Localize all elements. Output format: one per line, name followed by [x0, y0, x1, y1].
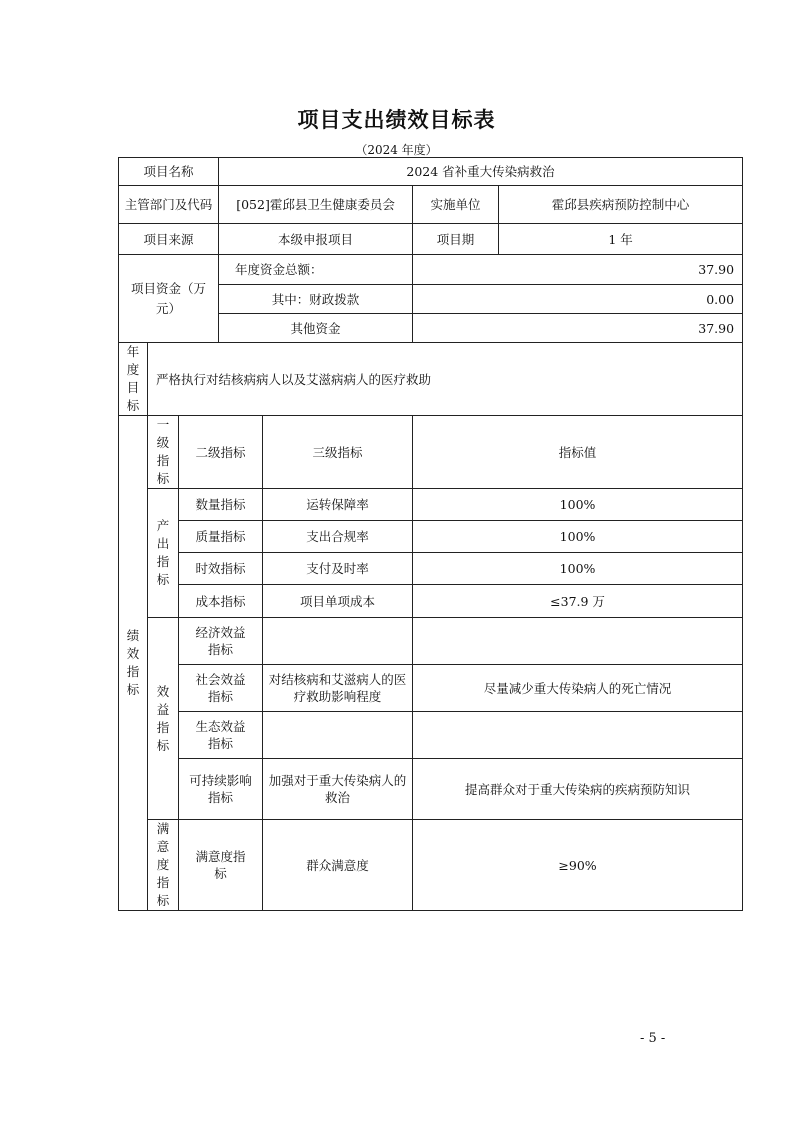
benefit-value: 尽量减少重大传染病人的死亡情况	[413, 665, 743, 712]
performance-label: 绩效指标	[119, 416, 148, 911]
funds-label: 项目资金（万元）	[119, 255, 219, 343]
benefit-value	[413, 712, 743, 759]
output-value: 100%	[413, 521, 743, 553]
annual-goal-label: 年度目标	[119, 343, 148, 416]
benefit-indicator-label: 效益指标	[148, 618, 179, 820]
dept-value: [052]霍邱县卫生健康委员会	[219, 186, 413, 224]
output-row	[119, 521, 743, 553]
output-level3: 运转保障率	[263, 489, 413, 521]
output-level3: 项目单项成本	[263, 585, 413, 618]
benefit-row	[119, 665, 743, 712]
benefit-level2: 可持续影响指标	[179, 759, 263, 820]
source-row	[119, 224, 743, 255]
benefit-value: 提高群众对于重大传染病的疾病预防知识	[413, 759, 743, 820]
header-level2: 二级指标	[179, 416, 263, 489]
funds-total-value: 37.90	[413, 255, 743, 285]
benefit-level2: 经济效益指标	[179, 618, 263, 665]
unit-value: 霍邱县疾病预防控制中心	[499, 186, 743, 224]
benefit-row	[119, 759, 743, 820]
output-level2: 时效指标	[179, 553, 263, 585]
benefit-row	[119, 712, 743, 759]
output-level2: 质量指标	[179, 521, 263, 553]
header-level1: 一级指标	[148, 416, 179, 489]
benefit-level3: 对结核病和艾滋病人的医疗救助影响程度	[263, 665, 413, 712]
page-title: 项目支出绩效目标表	[297, 108, 496, 132]
project-name-row	[119, 158, 743, 186]
benefit-level3	[263, 712, 413, 759]
satisfaction-row	[119, 820, 743, 911]
funds-total-row	[119, 255, 743, 285]
satisfaction-level2: 满意度指标	[179, 820, 263, 911]
funds-fiscal-value: 0.00	[413, 285, 743, 314]
benefit-row	[119, 618, 743, 665]
output-value: ≤37.9 万	[413, 585, 743, 618]
output-level3: 支付及时率	[263, 553, 413, 585]
project-name-value: 2024 省补重大传染病救治	[219, 158, 743, 186]
funds-other-value: 37.90	[413, 314, 743, 343]
benefit-level2: 社会效益指标	[179, 665, 263, 712]
annual-goal-value: 严格执行对结核病病人以及艾滋病病人的医疗救助	[148, 343, 743, 416]
satisfaction-indicator-label: 满意度指标	[148, 820, 179, 911]
header-level3: 三级指标	[263, 416, 413, 489]
period-value: 1 年	[499, 224, 743, 255]
source-label: 项目来源	[119, 224, 219, 255]
funds-other-label: 其他资金	[219, 314, 413, 343]
annual-goal-row	[119, 343, 743, 416]
output-level2: 成本指标	[179, 585, 263, 618]
indicator-header-row	[119, 416, 743, 489]
source-value: 本级申报项目	[219, 224, 413, 255]
output-level3: 支出合规率	[263, 521, 413, 553]
benefit-level2: 生态效益指标	[179, 712, 263, 759]
benefit-value	[413, 618, 743, 665]
output-value: 100%	[413, 489, 743, 521]
period-label: 项目期	[413, 224, 499, 255]
output-row	[119, 489, 743, 521]
output-indicator-label: 产出指标	[148, 489, 179, 618]
header-value: 指标值	[413, 416, 743, 489]
benefit-level3	[263, 618, 413, 665]
performance-goal-table	[118, 157, 743, 911]
dept-label: 主管部门及代码	[119, 186, 219, 224]
funds-fiscal-label: 其中：财政拨款	[219, 285, 413, 314]
output-row	[119, 553, 743, 585]
project-name-label: 项目名称	[119, 158, 219, 186]
satisfaction-value: ≥90%	[413, 820, 743, 911]
benefit-level3: 加强对于重大传染病人的救治	[263, 759, 413, 820]
dept-row	[119, 186, 743, 224]
output-row	[119, 585, 743, 618]
page-subtitle: （2024 年度）	[355, 143, 438, 157]
satisfaction-level3: 群众满意度	[263, 820, 413, 911]
page-number: - 5 -	[640, 1031, 666, 1046]
funds-total-label: 年度资金总额：	[219, 255, 413, 285]
output-level2: 数量指标	[179, 489, 263, 521]
output-value: 100%	[413, 553, 743, 585]
unit-label: 实施单位	[413, 186, 499, 224]
